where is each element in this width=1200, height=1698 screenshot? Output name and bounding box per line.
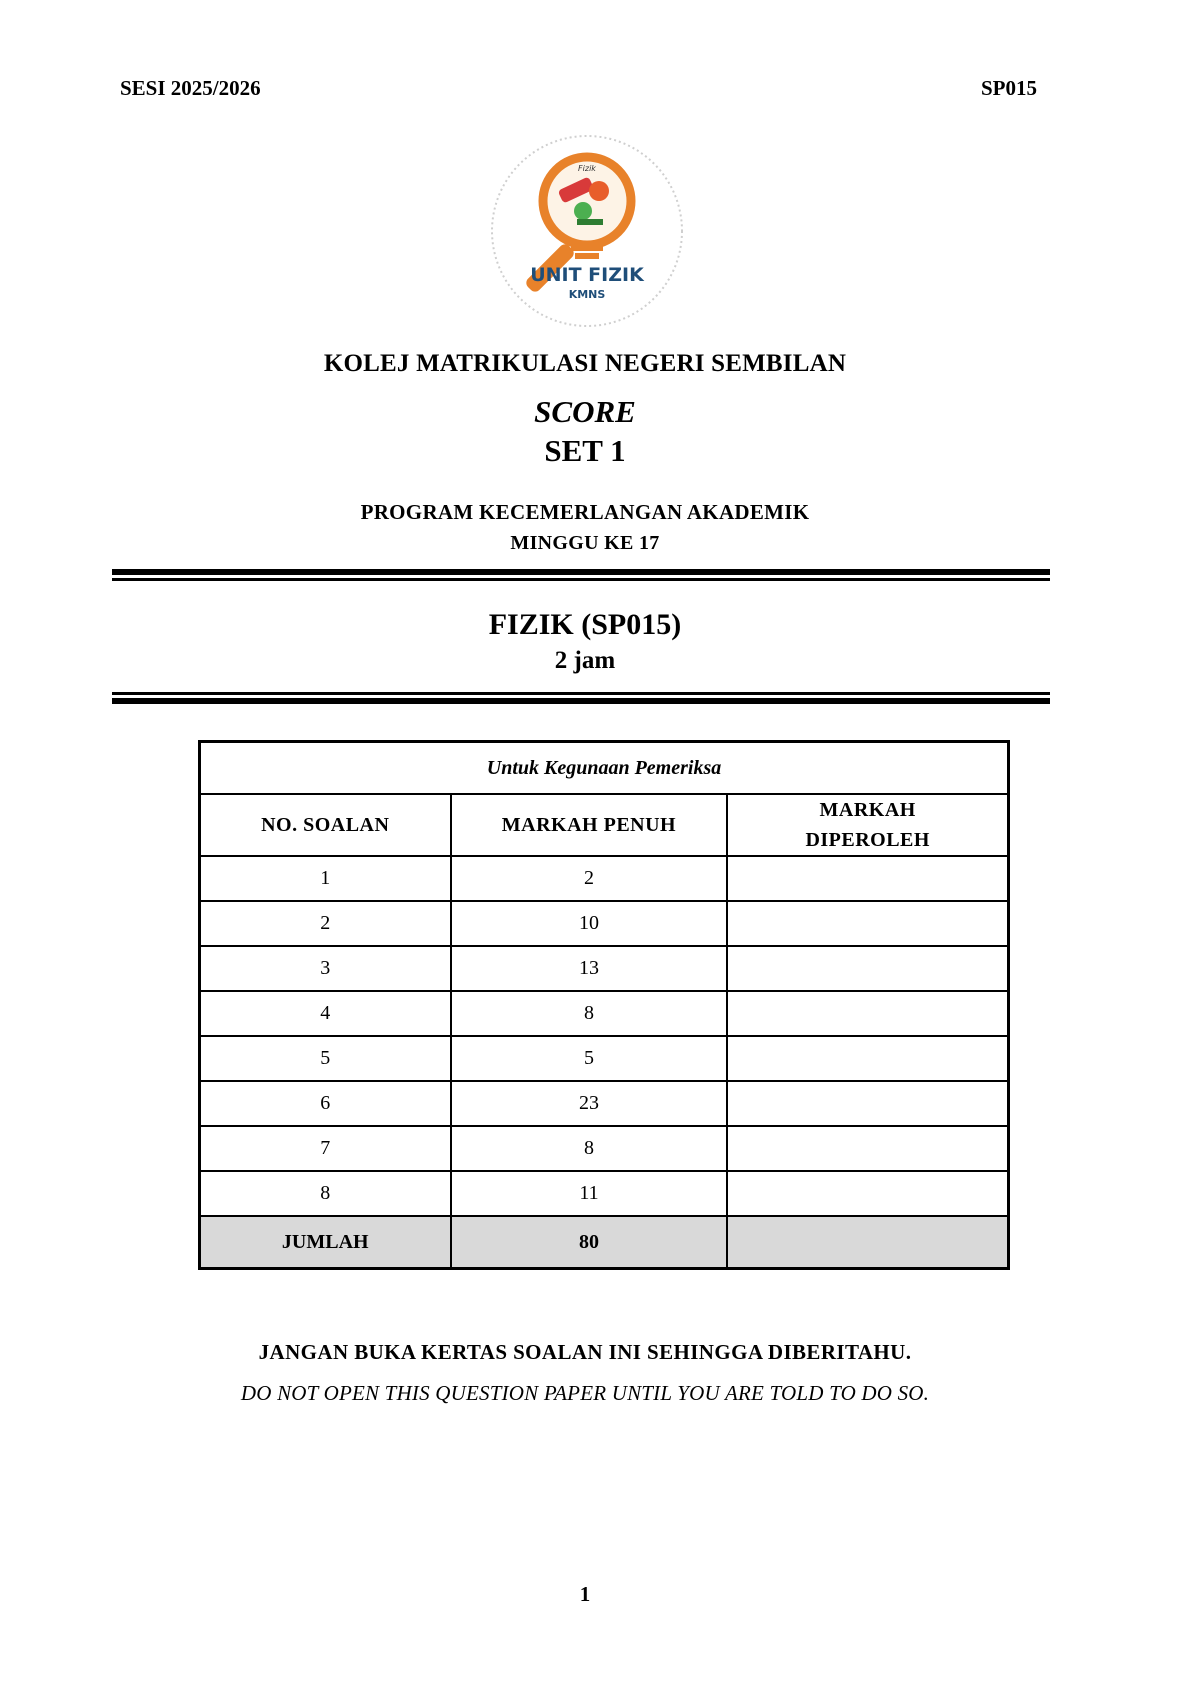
marks-obtained-cell[interactable] [727,946,1008,991]
week-label: MINGGU KE 17 [510,532,660,554]
total-full-marks: 80 [451,1216,728,1269]
svg-text:UNIT FIZIK: UNIT FIZIK [530,264,644,286]
question-no-cell: 2 [200,901,451,946]
table-row [200,901,1009,946]
total-marks-obtained[interactable] [727,1216,1008,1269]
svg-text:KMNS: KMNS [568,288,606,301]
examiner-marks-table [198,740,1010,1270]
set-label: SET 1 [544,433,626,468]
table-row [200,1081,1009,1126]
header-marks-obtained-line1: MARKAH [819,799,916,821]
subject-title: FIZIK (SP015) [488,608,682,641]
program-name: PROGRAM KECEMERLANGAN AKADEMIK [360,500,810,524]
warning-english: DO NOT OPEN THIS QUESTION PAPER UNTIL YOU ARE TOLD TO DO SO. [240,1381,930,1405]
header-marks-obtained-line2: DIPEROLEH [805,829,930,851]
question-no-cell: 4 [200,991,451,1036]
question-no-cell: 3 [200,946,451,991]
page-number: 1 [579,1582,591,1606]
svg-text:Fizik: Fizik [578,164,596,173]
session-label: SESI 2025/2026 [120,76,261,100]
page-header [120,76,1037,106]
question-no-cell: 7 [200,1126,451,1171]
header-marks-obtained [727,794,1008,856]
question-no-cell: 5 [200,1036,451,1081]
total-label: JUMLAH [200,1216,451,1269]
marks-obtained-cell[interactable] [727,856,1008,901]
double-rule-top [112,569,1050,581]
table-row [200,991,1009,1036]
full-marks-cell: 23 [451,1081,728,1126]
question-no-cell: 8 [200,1171,451,1216]
header-question-no: NO. SOALAN [200,794,451,856]
full-marks-cell: 10 [451,901,728,946]
marks-obtained-cell[interactable] [727,1171,1008,1216]
full-marks-cell: 11 [451,1171,728,1216]
full-marks-cell: 2 [451,856,728,901]
marks-obtained-cell[interactable] [727,1036,1008,1081]
question-no-cell: 1 [200,856,451,901]
marks-obtained-cell[interactable] [727,991,1008,1036]
table-row [200,1126,1009,1171]
table-row [200,1171,1009,1216]
full-marks-cell: 5 [451,1036,728,1081]
college-name: KOLEJ MATRIKULASI NEGERI SEMBILAN [323,350,847,377]
full-marks-cell: 8 [451,991,728,1036]
marks-obtained-cell[interactable] [727,901,1008,946]
unit-fizik-logo [487,131,687,331]
table-row [200,1036,1009,1081]
warning-malay: JANGAN BUKA KERTAS SOALAN INI SEHINGGA DIBERITAHU. [258,1340,912,1364]
table-row [200,856,1009,901]
question-no-cell: 6 [200,1081,451,1126]
table-row [200,946,1009,991]
table-caption: Untuk Kegunaan Pemeriksa [200,742,1009,795]
magnifier-icon [487,131,687,331]
full-marks-cell: 8 [451,1126,728,1171]
course-code: SP015 [980,76,1037,100]
marks-obtained-cell[interactable] [727,1081,1008,1126]
full-marks-cell: 13 [451,946,728,991]
double-rule-bottom [112,692,1050,704]
marks-obtained-cell[interactable] [727,1126,1008,1171]
score-title: SCORE [534,394,636,429]
duration-label: 2 jam [554,647,616,674]
total-row [200,1216,1009,1269]
header-full-marks: MARKAH PENUH [451,794,728,856]
